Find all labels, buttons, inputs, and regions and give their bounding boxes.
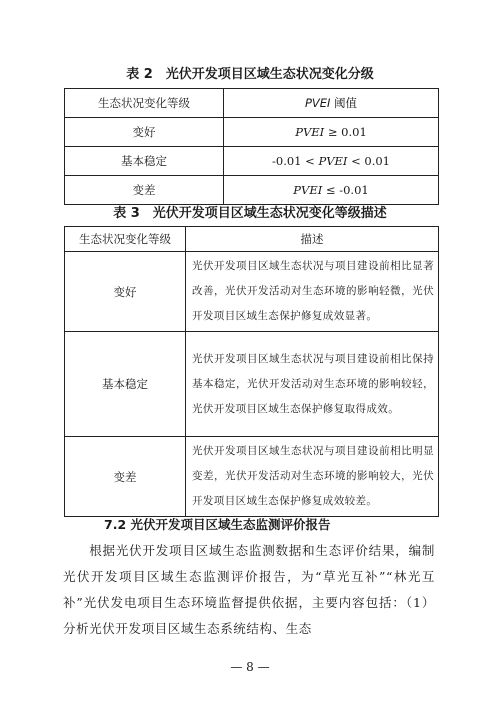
- table-header-row: [65, 89, 439, 118]
- table-row: [65, 332, 439, 437]
- threshold-cell: PVEI ≥ 0.01: [224, 118, 439, 147]
- body-paragraph: [63, 538, 435, 642]
- table-row: [65, 437, 439, 517]
- level-cell: 基本稳定: [65, 332, 186, 437]
- table-row: [65, 176, 439, 205]
- table-3-description: [64, 226, 439, 517]
- paragraph-text: 根据光伏开发项目区域生态监测数据和生态评价结果，编制光伏开发项目区域生态监测评价报告，为“草光互补”“林光互补”光伏发电项目生态环境监督提供依据，主要内容包括：（1）分析光伏开发项目区域生态系统结构、生态: [63, 543, 435, 636]
- level-cell: 变好: [65, 118, 224, 147]
- table-header-row: [65, 227, 439, 252]
- desc-cell: 光伏开发项目区域生态状况与项目建设前相比保持基本稳定，光伏开发活动对生态环境的影响较轻，光伏开发项目区域生态保护修复取得成效。: [186, 332, 439, 437]
- threshold-suffix: 阈值: [330, 96, 358, 110]
- table-row: [65, 147, 439, 176]
- header-threshold: [224, 89, 439, 118]
- table-2-caption: 表 2 光伏开发项目区域生态状况变化分级: [126, 67, 374, 82]
- desc-cell: 光伏开发项目区域生态状况与项目建设前相比明显变差，光伏开发活动对生态环境的影响较大，光伏开发项目区域生态保护修复成效较差。: [186, 437, 439, 517]
- level-cell: 变差: [65, 437, 186, 517]
- threshold-cell: PVEI ≤ -0.01: [224, 176, 439, 205]
- table-3-caption: 表 3 光伏开发项目区域生态状况变化等级描述: [113, 206, 387, 221]
- header-level: 生态状况变化等级: [65, 227, 186, 252]
- section-heading: 7.2 光伏开发项目区域生态监测评价报告: [104, 517, 331, 532]
- table-row: [65, 252, 439, 332]
- table-2-grading: [64, 88, 439, 205]
- threshold-cell: -0.01 < PVEI < 0.01: [224, 147, 439, 176]
- level-cell: 基本稳定: [65, 147, 224, 176]
- level-cell: 变好: [65, 252, 186, 332]
- pvei-var: PVEI: [304, 96, 331, 110]
- desc-cell: 光伏开发项目区域生态状况与项目建设前相比显著改善，光伏开发活动对生态环境的影响轻微，光伏开发项目区域生态保护修复成效显著。: [186, 252, 439, 332]
- table-row: [65, 118, 439, 147]
- level-cell: 变差: [65, 176, 224, 205]
- header-level: 生态状况变化等级: [65, 89, 224, 118]
- header-desc: 描述: [186, 227, 439, 252]
- page-number: — 8 —: [230, 660, 270, 674]
